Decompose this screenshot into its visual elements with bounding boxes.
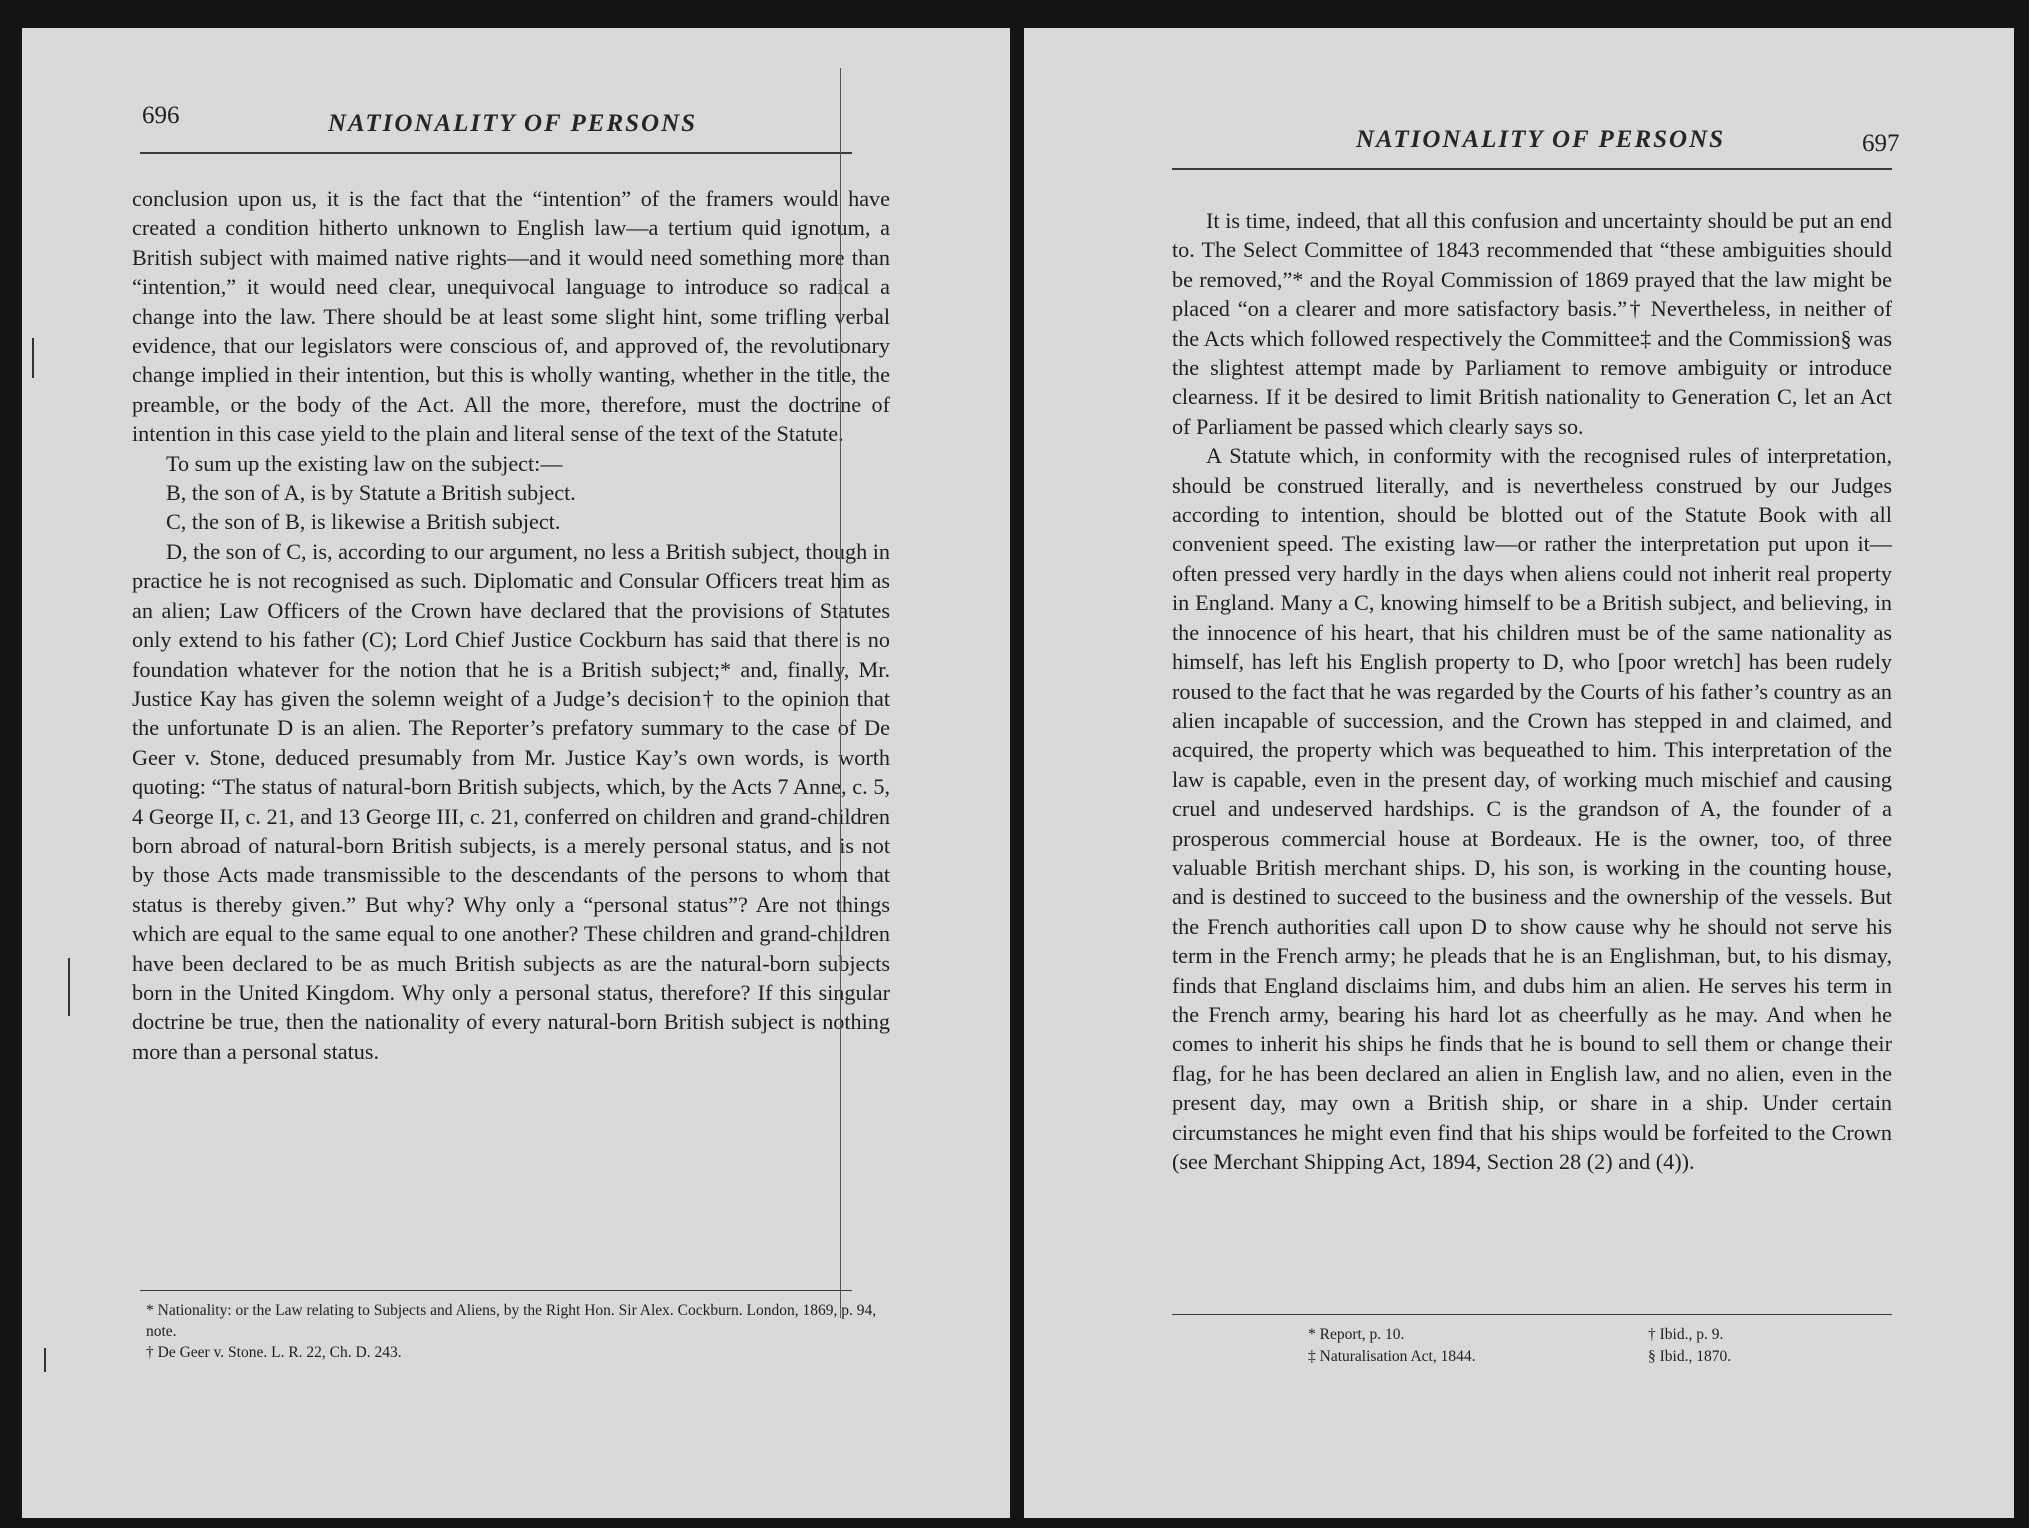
footnote: * Report, p. 10. — [1308, 1326, 1405, 1343]
header-rule — [1172, 168, 1892, 170]
page-number: 697 — [1862, 130, 1900, 157]
page-number: 696 — [142, 102, 180, 129]
footnote: § Ibid., 1870. — [1648, 1348, 1732, 1365]
paragraph: It is time, indeed, that all this confusion and uncertainty should be put an end to. The Select Committee of 1843 recommended that “these ambiguities should be removed,”* and the Royal Commission of 1869 prayed that the law might be placed “on a clearer and more satisfactory basis.”† Nevertheless, in neither of the Acts which followed respectively the Committee‡ and the Commission§ was the slightest attempt made by Parliament to remove ambiguity or introduce clearness. If it be desired to limit British nationality to Generation C, let an Act of Parliament be passed which clearly says so. — [1172, 208, 1892, 439]
footnote-rule — [1172, 1314, 1892, 1315]
scan-mark — [44, 1348, 46, 1372]
scan-mark — [68, 958, 70, 1016]
body-text — [1172, 206, 1892, 1176]
footnote: * Nationality: or the Law relating to Subjects and Aliens, by the Right Hon. Sir Alex. Cockburn. London, 1869, p. 94, note. — [146, 1302, 877, 1340]
footnotes — [146, 1300, 886, 1363]
right-page — [1024, 28, 2014, 1518]
running-head: NATIONALITY OF PERSONS — [328, 110, 698, 137]
paragraph: D, the son of C, is, according to our argument, no less a British subject, though in practice he is not recognised as such. Diplomatic and Consular Officers treat him as an alien; Law Officers of the Crown have declared that the provisions of Statutes only extend to his father (C); Lord Chief Justice Cockburn has said that there is no foundation whatever for the notion that he is a British subject;* and, finally, Mr. Justice Kay has given the solemn weight of a Judge’s decision† to the opinion that the unfortunate D is an alien. The Reporter’s prefatory summary to the case of De Geer v. Stone, deduced presumably from Mr. Justice Kay’s own words, is worth quoting: “The status of natural-born British subjects, which, by the Acts 7 Anne, c. 5, 4 George II, c. 21, and 13 George III, c. 21, conferred on children and grand-children born abroad of natural-born British subjects, is a merely personal status, and is not by those Acts made transmissible to the descendants of the persons to whom that status is thereby given.” But why? Why only a “personal status”? Are not things which are equal to the same equal to one another? These children and grand-children have been declared to be as much British subjects as are the natural-born subjects born in the United Kingdom. Why only a personal status, therefore? If this singular doctrine be true, then the nationality of every natural-born British subject is nothing more than a personal status. — [132, 538, 890, 1064]
left-page — [22, 28, 1010, 1518]
scan-mark — [32, 338, 34, 378]
scan-line-artifact — [840, 68, 841, 1318]
running-head: NATIONALITY OF PERSONS — [1356, 126, 1726, 153]
header-rule — [140, 152, 852, 154]
paragraph: A Statute which, in conformity with the recognised rules of interpretation, should be construed literally, and is nevertheless construed by our Judges according to intention, should be blotted out of the Statute Book with all convenient speed. The existing law—or rather the interpretation put upon it—often pressed very hardly in the days when aliens could not inherit real property in England. Many a C, knowing himself to be a British subject, and believing, in the innocence of his heart, that his children must be of the same nationality as himself, has left his English property to D, who [poor wretch] has been rudely roused to the fact that he was regarded by the Courts of his father’s country as an alien incapable of succession, and the Crown has stepped in and claimed, and acquired, the property which was bequeathed to him. This interpretation of the law is capable, even in the present day, of working much mischief and causing cruel and undeserved hardships. C is the grandson of A, the founder of a prosperous commercial house at Bordeaux. He is the owner, too, of three valuable British merchant ships. D, his son, is working in the counting house, and is destined to succeed to the business and the ownership of the vessels. But the French authorities call upon D to show cause why he should not serve his term in the French army; he pleads that he is an Englishman, but, to his dismay, finds that England disclaims him, and dubs him an alien. He serves his term in the French army, bearing his hard lot as cheerfully as he may. And when he comes to inherit his ships he finds that he is bound to sell them or change their flag, for he has been declared an alien in English law, and no alien, even in the present day, may own a British ship, or share in a ship. Under certain circumstances he might even find that his ships would be forfeited to the Crown (see Merchant Shipping Act, 1894, Section 28 (2) and (4)). — [1172, 443, 1892, 1174]
footnotes — [1308, 1324, 1798, 1368]
footnote-rule — [140, 1290, 852, 1291]
footnote: ‡ Naturalisation Act, 1844. — [1308, 1348, 1476, 1365]
paragraph: To sum up the existing law on the subject:— — [166, 450, 563, 476]
paragraph: C, the son of B, is likewise a British subject. — [166, 509, 561, 535]
footnote: † Ibid., p. 9. — [1648, 1326, 1724, 1343]
footnote: † De Geer v. Stone. L. R. 22, Ch. D. 243. — [146, 1344, 402, 1361]
body-text — [132, 184, 890, 1066]
paragraph: conclusion upon us, it is the fact that the “intention” of the framers would have created a condition hitherto unknown to English law—a tertium quid ignotum, a British subject with maimed native rights—and it would need something more than “intention,” it would need clear, unequivocal language to introduce so radical a change into the law. There should be at least some slight hint, some trifling verbal evidence, that our legislators were conscious of, and approved of, the revolutionary change implied in their intention, but this is wholly wanting, whether in the title, the preamble, or the body of the Act. All the more, therefore, must the doctrine of intention in this case yield to the plain and literal sense of the text of the Statute. — [132, 186, 890, 447]
paragraph: B, the son of A, is by Statute a British subject. — [166, 480, 576, 506]
